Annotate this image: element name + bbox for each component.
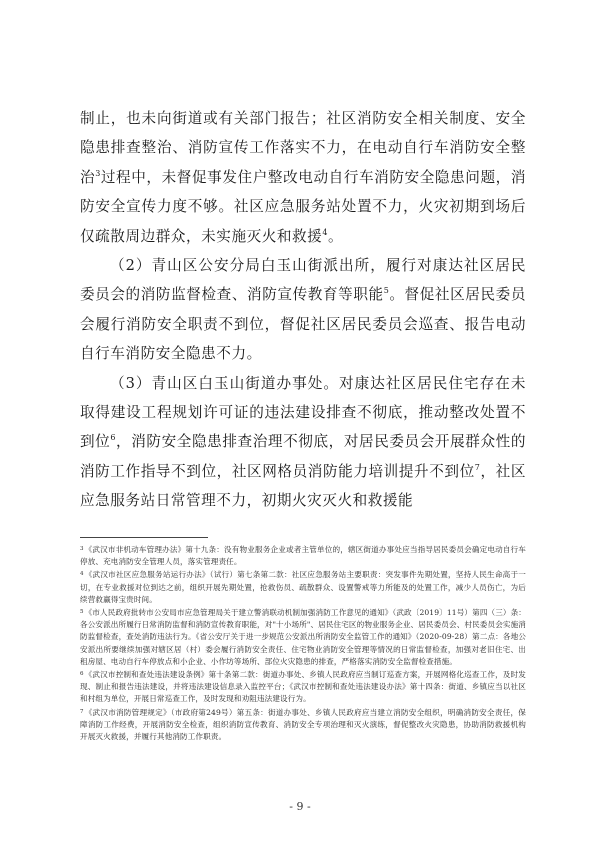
footnote bbox=[80, 543, 526, 568]
footnote-text: 《市人民政府批转市公安局市应急管理局关于建立警消联动机制加强消防工作意见的通知》（武政〔2019〕11号）第四（三）条：各公安派出所履行日常消防监督和消防宣传教育职能，对"十小场所"、居民住宅区的物业服务企业、居民委员会、村民委员会实施消防监督检查，查处消防违法行为。《省公安厅关于进一步规范公安派出所消防安全监管工作的通知》（2020-09-28）第二点：各地公安派出所要继续加强对辖区居（村）委会履行消防安全责任、住宅物业消防安全管理等情况的日常监督检查，加强对老旧住宅、出租房屋、电动自行车停放点和小企业、小作坊等场所、部位火灾隐患的排查，严格落实消防安全监督检查措施。 bbox=[80, 608, 526, 666]
footnote-number: 5 bbox=[80, 609, 84, 616]
footnote-reference: 6 bbox=[110, 433, 117, 443]
footnote bbox=[80, 706, 526, 744]
footnote-number: 6 bbox=[80, 671, 84, 678]
paragraph-text: 过程中，未督促事发住户整改电动自行车消防安全隐患问题，消防安全宣传力度不够。社区应急服务站处置不力，火灾初期到场后仅疏散周边群众，未实施灭火和救援 bbox=[80, 168, 526, 245]
paragraph-text: （2）青山区公安分局白玉山街派出所，履行对康达社区居民委员会的消防监督检查、消防宣传教育等职能 bbox=[80, 257, 526, 304]
footnote-reference: 5 bbox=[383, 286, 390, 296]
footnote-text: 《武汉市控制和查处违法建设条例》第十条第二款：街道办事处、乡镇人民政府应当制订巡查方案，开展网格化巡查工作，及时发现、制止和报告违法建设，并将违法建设信息录入监控平台；《武汉市控制和查处违法建设办法》第十四条：街道、乡镇应当以社区和村组为单位，开展日常巡查工作，及时发现和劝阻违法建设行为。 bbox=[80, 670, 526, 704]
paragraph-text: 。 bbox=[327, 227, 344, 245]
paragraph-text: ，消防安全隐患排查治理不彻底，对居民委员会开展群众性的消防工作指导不到位，社区网格员消防能力培训提升不到位 bbox=[80, 433, 526, 480]
footnote bbox=[80, 668, 526, 706]
footnote-reference: 4 bbox=[322, 227, 328, 237]
footnote-separator bbox=[80, 537, 208, 538]
paragraph-text: ，社区应急服务站日常管理不力，初期火灾灭火和救援能 bbox=[80, 462, 526, 510]
footnote-text: 《武汉市消防管理规定》（市政府第249号）第五条：街道办事处、乡镇人民政府应当建立消防安全组织，明确消防安全责任，保障消防工作经费，开展消防安全检查，组织消防宣传教育、消防安全专项治理和灭火演练，督促整改火灾隐患，协助消防救援机构开展灭火救援，并履行其他消防工作职责。 bbox=[80, 707, 526, 742]
paragraph-text: 。督促社区居民委员会履行消防安全职责不到位，督促社区居民委员会巡查、报告电动自行车消防安全隐患不力。 bbox=[80, 286, 526, 363]
footnote-text: 《武汉市社区应急服务站运行办法》（试行）第七条第二款：社区应急服务站主要职责：突发事件先期处置，坚持人民生命高于一切，在专业救援对位到达之前，组织开展先期处置，抢救伤员、疏散群众、设置警戒等力所能及的处置工作，减少人员伤亡，为后续营救赢得宝贵时间。 bbox=[80, 570, 526, 604]
footnote-number: 4 bbox=[80, 571, 84, 578]
paragraph-text: （3）青山区白玉山街道办事处。对康达社区居民住宅存在未取得建设工程规划许可证的违法建设排查不彻底，推动整改处置不到位 bbox=[80, 374, 526, 451]
footnote bbox=[80, 568, 526, 606]
body-paragraph bbox=[80, 104, 526, 251]
paragraph-text: 制止，也未向街道或有关部门报告；社区消防安全相关制度、安全隐患排查整治、消防宣传工作落实不力，在电动自行车消防安全整治 bbox=[80, 110, 526, 186]
body-text bbox=[80, 104, 526, 516]
page-number: - 9 - bbox=[289, 800, 311, 813]
footnote bbox=[80, 606, 526, 668]
footnote-text: 《武汉市非机动车管理办法》第十九条：没有物业服务企业或者主管单位的，辖区街道办事处应当指导居民委员会确定电动自行车停放、充电消防安全管理人员，落实管理责任。 bbox=[80, 545, 526, 567]
footnote-number: 3 bbox=[80, 546, 84, 552]
body-paragraph bbox=[80, 251, 526, 369]
footnote-reference: 3 bbox=[95, 168, 101, 178]
footnote-number: 7 bbox=[80, 708, 84, 715]
footnote-reference: 7 bbox=[474, 462, 481, 472]
footnotes bbox=[80, 543, 526, 743]
body-paragraph bbox=[80, 369, 526, 516]
